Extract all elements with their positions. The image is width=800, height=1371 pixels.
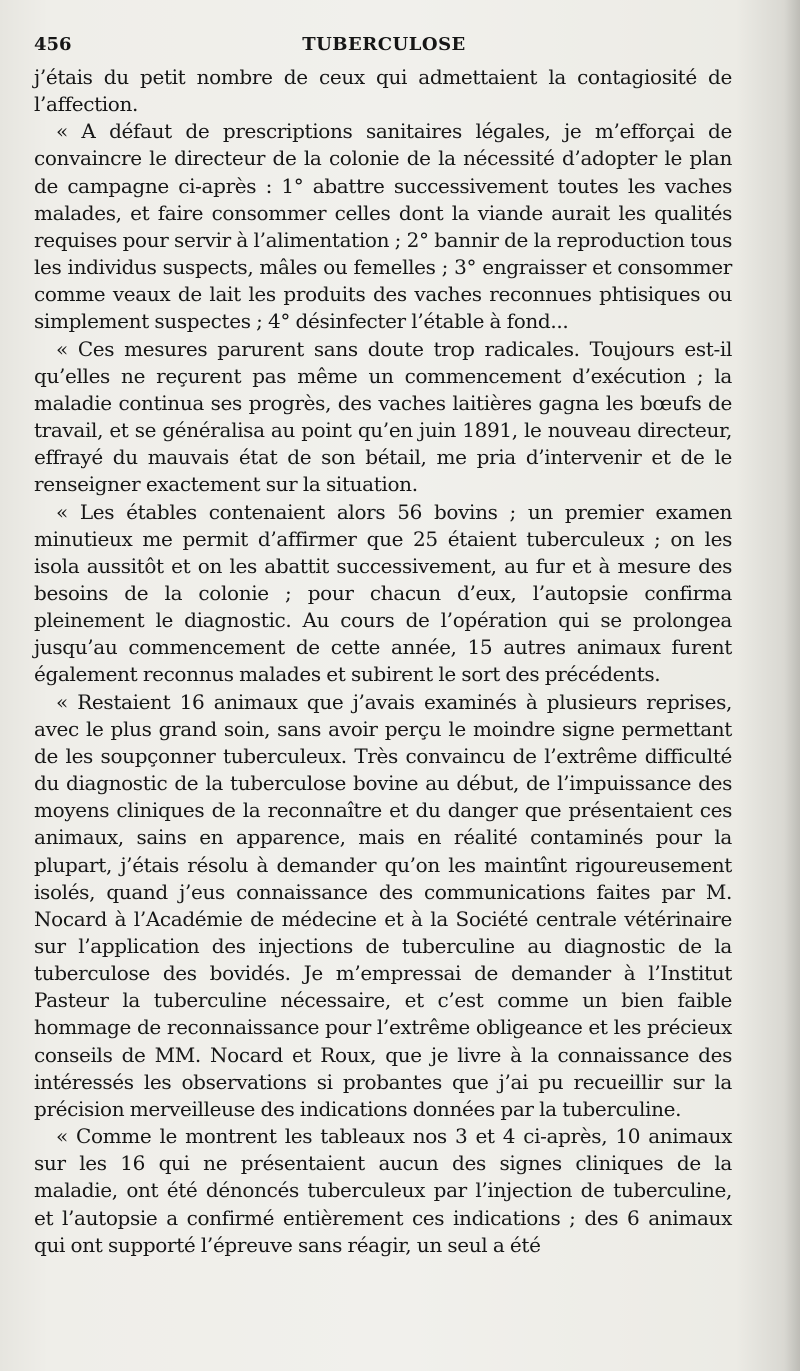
page-number: 456 bbox=[34, 34, 72, 55]
paragraph: « Restaient 16 animaux que j’avais examinés à plusieurs reprises, avec le plus grand soin, sans avoir perçu le moindre signe permettant de les soupçonner tuberculeux. Très convaincu de l’extrême difficulté du diagnostic de la tuberculose bovine au début, de l’impuissance des moyens cliniques de la reconnaître et du danger que présentaient ces animaux, sains en apparence, mais en réalité contaminés pour la plupart, j’étais résolu à demander qu’on les maintînt rigoureusement isolés, quand j’eus connaissance des communications faites par M. Nocard à l’Académie de médecine et à la Société centrale vétérinaire sur l’application des injections de tuberculine au diagnostic de la tuberculose des bovidés. Je m’empressai de demander à l’Institut Pasteur la tuberculine nécessaire, et c’est comme un bien faible hommage de reconnaissance pour l’extrême obligeance et les précieux conseils de MM. Nocard et Roux, que je livre à la connaissance des intéressés les observations si probantes que j’ai pu recueillir sur la précision merveilleuse des indications données par la tuberculine. bbox=[34, 689, 732, 1121]
paragraph: « Ces mesures parurent sans doute trop radicales. Toujours est-il qu’elles ne reçurent pas même un commencement d’exécution ; la maladie continua ses progrès, des vaches laitières gagna les bœufs de travail, et se généralisa au point qu’en juin 1891, le nouveau directeur, effrayé du mauvais état de son bétail, me pria d’intervenir et de le renseigner exactement sur la situation. bbox=[34, 336, 732, 497]
running-head bbox=[34, 34, 734, 56]
paragraph: « Comme le montrent les tableaux nos 3 et 4 ci-après, 10 animaux sur les 16 qui ne présentaient aucun des signes cliniques de la maladie, ont été dénoncés tuberculeux par l’injection de tuberculine, et l’autopsie a confirmé entièrement ces indications ; des 6 animaux qui ont supporté l’épreuve sans réagir, un seul a été bbox=[34, 1124, 732, 1257]
paragraph: « A défaut de prescriptions sanitaires légales, je m’efforçai de convaincre le directeur de la colonie de la nécessité d’adopter le plan de campagne ci-après : 1° abattre successivement toutes les vaches malades, et faire consommer celles dont la viande aurait les qualités requises pour servir à l’alimentation ; 2° bannir de la reproduction tous les individus suspects, mâles ou femelles ; 3° engraisser et consommer comme veaux de lait les produits des vaches reconnues phtisiques ou simplement suspectes ; 4° désinfecter l’étable à fond... bbox=[34, 119, 732, 334]
paragraph-continued: j’étais du petit nombre de ceux qui admettaient la contagiosité de l’affection. bbox=[34, 65, 732, 117]
body-text bbox=[34, 64, 732, 1344]
running-title: TUBERCULOSE bbox=[302, 34, 466, 55]
paragraph: « Les étables contenaient alors 56 bovins ; un premier examen minutieux me permit d’affirmer que 25 étaient tuberculeux ; on les isola aussitôt et on les abattit successivement, au fur et à mesure des besoins de la colonie ; pour chacun d’eux, l’autopsie confirma pleinement le diagnostic. Au cours de l’opération qui se prolongea jusqu’au commencement de cette année, 15 autres animaux furent également reconnus malades et subirent le sort des précédents. bbox=[34, 499, 732, 687]
